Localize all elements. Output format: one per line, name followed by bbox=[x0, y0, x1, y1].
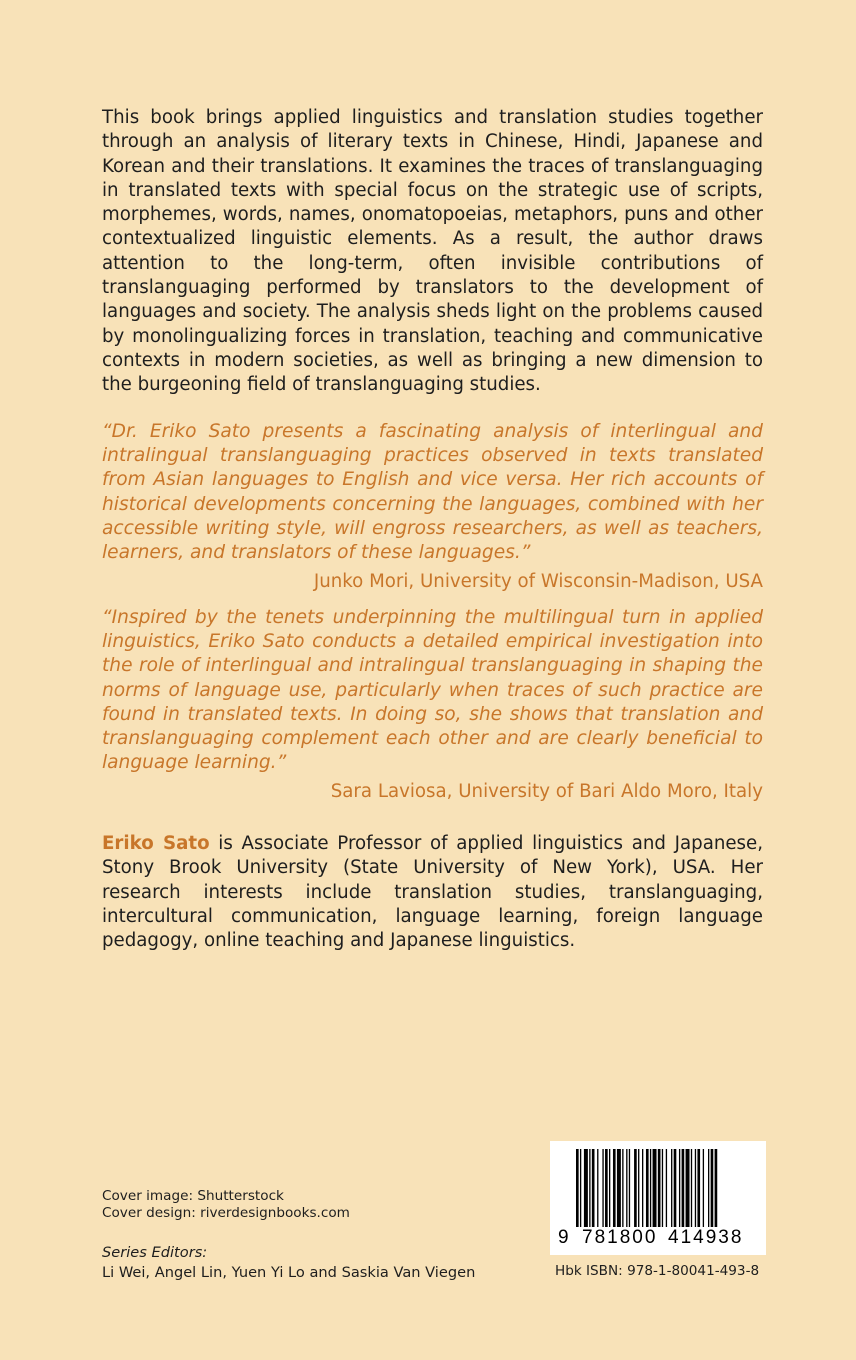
barcode-bar bbox=[686, 1149, 690, 1227]
barcode-bar bbox=[642, 1149, 643, 1227]
barcode-bar bbox=[653, 1149, 657, 1227]
endorsement-2 bbox=[102, 606, 763, 804]
barcode-bar bbox=[576, 1149, 579, 1227]
barcode-bar bbox=[679, 1149, 680, 1227]
barcode-digits-left: 781800 bbox=[582, 1227, 658, 1248]
book-description: This book brings applied linguistics and translation studies together through an analysis of literary texts in Chinese, Hindi, Japanese and Korean and their translations. It examines the traces of translanguaging in translated texts with special focus on the strategic use of scripts, morphemes, words, names, onomatopoeias, metaphors, puns and other contextualized linguistic elements. As a result, the author draws attention to the long-term, often invisible contributions of translanguaging performed by translators to the development of languages and society. The analysis sheds light on the problems caused by monolingualizing forces in translation, teaching and communicative contexts in modern societies, as well as bringing a new dimension to the burgeoning field of translanguaging studies. bbox=[102, 107, 763, 396]
barcode-bar bbox=[609, 1149, 610, 1227]
barcode-bar bbox=[650, 1149, 651, 1227]
barcode-bar bbox=[605, 1149, 608, 1227]
barcode-bar bbox=[697, 1149, 700, 1227]
endorsement-quote: “Dr. Eriko Sato presents a fascinating analysis of interlingual and intralingual translanguaging practices observed in texts translated from Asian languages to English and vice versa. Her rich accounts of historical developments concerning the languages, combined with her accessible writing style, will engross researchers, as well as teachers, learners, and translators of these languages.” bbox=[102, 421, 763, 564]
barcode-bar bbox=[629, 1149, 630, 1227]
barcode-bar bbox=[638, 1149, 639, 1227]
barcode-bar bbox=[592, 1149, 595, 1227]
barcode-bar bbox=[674, 1149, 677, 1227]
barcode-bar bbox=[602, 1149, 603, 1227]
author-name: Eriko Sato bbox=[102, 833, 210, 854]
barcode-bar bbox=[691, 1149, 692, 1227]
barcode-digits-right: 414938 bbox=[668, 1227, 744, 1248]
series-editors bbox=[102, 1243, 475, 1283]
barcode-digit-prefix: 9 bbox=[558, 1227, 569, 1248]
barcode-bar bbox=[597, 1149, 598, 1227]
barcode-bar bbox=[589, 1149, 590, 1227]
barcode-bar bbox=[711, 1149, 714, 1227]
isbn-barcode bbox=[550, 1141, 766, 1255]
barcode-bar bbox=[703, 1149, 704, 1227]
barcode-digits bbox=[550, 1227, 766, 1251]
barcode-bar bbox=[646, 1149, 649, 1227]
barcode-bar bbox=[584, 1149, 588, 1227]
barcode-bar bbox=[708, 1149, 709, 1227]
author-bio bbox=[102, 832, 763, 953]
series-editors-names: Li Wei, Angel Lin, Yuen Yi Lo and Saskia Van Viegen bbox=[102, 1264, 476, 1281]
barcode-bar bbox=[626, 1149, 627, 1227]
barcode-bar bbox=[695, 1149, 696, 1227]
barcode-bar bbox=[682, 1149, 685, 1227]
barcode-bar bbox=[662, 1149, 663, 1227]
cover-image-credit: Cover image: Shutterstock bbox=[102, 1188, 284, 1204]
cover-design-credit: Cover design: riverdesignbooks.com bbox=[102, 1205, 350, 1221]
barcode-bar bbox=[671, 1149, 672, 1227]
barcode-bar bbox=[715, 1149, 718, 1227]
series-editors-heading: Series Editors: bbox=[102, 1244, 208, 1261]
endorsement-attribution: Sara Laviosa, University of Bari Aldo Moro, Italy bbox=[330, 781, 763, 803]
endorsement-1 bbox=[102, 420, 763, 594]
isbn-text: Hbk ISBN: 978-1-80041-493-8 bbox=[555, 1263, 760, 1279]
barcode-bar bbox=[622, 1149, 623, 1227]
barcode-bar bbox=[634, 1149, 637, 1227]
cover-credits bbox=[102, 1188, 350, 1222]
endorsement-quote: “Inspired by the tenets underpinning the multilingual turn in applied linguistics, Eriko Sato conducts a detailed empirical investigation into the role of interlingual and intralingual translanguaging in shaping the norms of language use, particularly when traces of such practice are found in translated texts. In doing so, she shows that translation and translanguaging complement each other and are clearly beneficial to language learning.” bbox=[102, 607, 763, 774]
barcode-bar bbox=[580, 1149, 581, 1227]
endorsement-attribution: Junko Mori, University of Wisconsin-Madison, USA bbox=[313, 571, 763, 593]
barcode-bar bbox=[658, 1149, 661, 1227]
barcode-bar bbox=[617, 1149, 621, 1227]
author-bio-text: is Associate Professor of applied linguistics and Japanese, Stony Brook University (State University of New York), USA. Her research interests include translation studies, translanguaging, intercultural communication, language learning, foreign language pedagogy, online teaching and Japanese linguistics. bbox=[102, 833, 764, 952]
barcode-bar bbox=[613, 1149, 616, 1227]
barcode-bar bbox=[666, 1149, 667, 1227]
